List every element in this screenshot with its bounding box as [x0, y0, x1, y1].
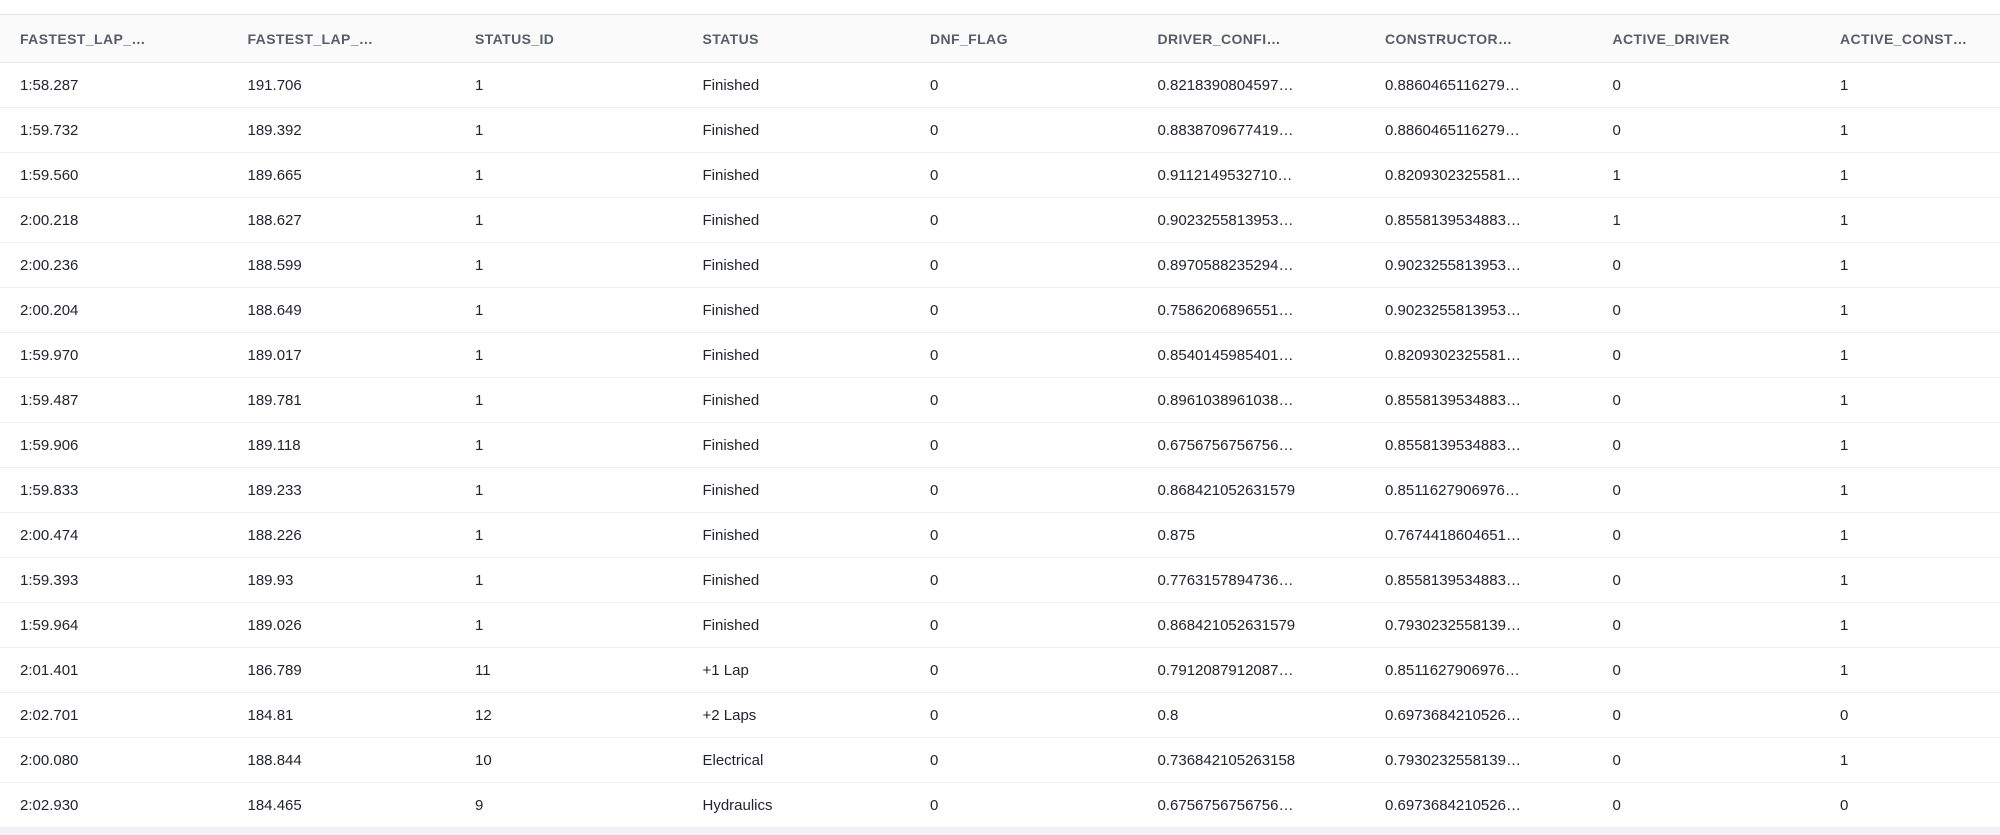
table-cell[interactable]: Finished: [702, 481, 760, 499]
table-cell[interactable]: 1: [1840, 661, 1849, 679]
table-cell[interactable]: 0.8860465116279…: [1385, 76, 1520, 94]
table-cell[interactable]: 1: [1840, 436, 1849, 454]
table-cell[interactable]: 2:02.930: [20, 796, 79, 814]
table-cell[interactable]: 0: [930, 616, 939, 634]
table-cell[interactable]: 0.8838709677419…: [1157, 121, 1294, 139]
table-row: [0, 648, 2000, 693]
table-cell[interactable]: 1: [475, 436, 484, 454]
table-cell[interactable]: 0: [930, 121, 939, 139]
top-strip: [0, 0, 2000, 15]
table-cell[interactable]: 1: [1840, 76, 1849, 94]
table-cell[interactable]: 189.017: [247, 346, 302, 364]
table-cell[interactable]: 1: [1840, 616, 1849, 634]
table-cell[interactable]: 0: [930, 211, 939, 229]
table-cell[interactable]: 1: [1840, 481, 1849, 499]
table-cell[interactable]: 1:59.732: [20, 121, 79, 139]
table-cell[interactable]: 0: [930, 706, 939, 724]
table-cell[interactable]: 1: [1840, 211, 1849, 229]
table-cell[interactable]: Finished: [702, 121, 760, 139]
table-cell[interactable]: 2:00.474: [20, 526, 79, 544]
table-cell[interactable]: 0: [930, 346, 939, 364]
table-cell[interactable]: 0.8961038961038…: [1157, 391, 1294, 409]
table-cell[interactable]: 0.7674418604651…: [1385, 526, 1521, 544]
table-cell[interactable]: 0: [930, 796, 939, 814]
table-cell[interactable]: 189.93: [247, 571, 294, 589]
table-cell[interactable]: 0.8860465116279…: [1385, 121, 1520, 139]
table-cell[interactable]: 1: [1840, 121, 1849, 139]
table-cell[interactable]: 1: [1840, 391, 1849, 409]
table-row: [0, 603, 2000, 648]
table-cell[interactable]: 12: [475, 706, 492, 724]
table-cell[interactable]: 0.8970588235294…: [1157, 256, 1294, 274]
table-row: [0, 108, 2000, 153]
table-cell[interactable]: 0: [1612, 481, 1621, 499]
table-cell[interactable]: 186.789: [247, 661, 302, 679]
table-row: [0, 783, 2000, 828]
table-row: [0, 693, 2000, 738]
table-cell[interactable]: 0.6756756756756…: [1157, 436, 1294, 454]
table-cell[interactable]: 189.392: [247, 121, 302, 139]
table-cell[interactable]: 1:59.393: [20, 571, 79, 589]
table-cell[interactable]: 0: [1612, 571, 1621, 589]
table-cell[interactable]: +2 Laps: [702, 706, 757, 724]
table-cell[interactable]: 0: [1612, 301, 1621, 319]
table-cell[interactable]: 0: [1612, 796, 1621, 814]
table-cell[interactable]: Finished: [702, 211, 760, 229]
table-cell[interactable]: 0.8558139534883…: [1385, 211, 1521, 229]
table-cell[interactable]: Finished: [702, 256, 760, 274]
table-cell[interactable]: Finished: [702, 616, 760, 634]
table-cell[interactable]: 0: [1612, 661, 1621, 679]
table-cell[interactable]: 0: [1612, 256, 1621, 274]
table-cell[interactable]: 0.8540145985401…: [1157, 346, 1294, 364]
table-cell[interactable]: 1: [1612, 166, 1621, 184]
table-cell[interactable]: 191.706: [247, 76, 302, 94]
table-cell[interactable]: Finished: [702, 301, 760, 319]
table-cell[interactable]: 189.118: [247, 436, 301, 454]
table-cell[interactable]: 0.868421052631579: [1157, 481, 1296, 499]
table-cell[interactable]: 0.8511627906976…: [1385, 661, 1520, 679]
column-header-7[interactable]: ACTIVE_DRIVER: [1612, 30, 1730, 47]
table-cell[interactable]: 0.7912087912087…: [1157, 661, 1294, 679]
table-row: [0, 558, 2000, 603]
column-header-1[interactable]: FASTEST_LAP_…: [247, 30, 374, 47]
table-cell[interactable]: 1: [475, 256, 484, 274]
table-cell[interactable]: 188.627: [247, 211, 302, 229]
table-cell[interactable]: 10: [475, 751, 492, 769]
table-cell[interactable]: 0: [930, 751, 939, 769]
table-cell[interactable]: Hydraulics: [702, 796, 773, 814]
table-row: [0, 198, 2000, 243]
table-cell[interactable]: 0: [930, 166, 939, 184]
table-cell[interactable]: 1:59.906: [20, 436, 79, 454]
table-row: [0, 333, 2000, 378]
table-cell[interactable]: Finished: [702, 346, 760, 364]
table-cell[interactable]: 189.233: [247, 481, 302, 499]
table-cell[interactable]: Finished: [702, 526, 760, 544]
table-cell[interactable]: 0.7586206896551…: [1157, 301, 1294, 319]
table-cell[interactable]: 0: [930, 571, 939, 589]
table-cell[interactable]: 0.6973684210526…: [1385, 796, 1521, 814]
table-cell[interactable]: 0.868421052631579: [1157, 616, 1296, 634]
table-cell[interactable]: +1 Lap: [702, 661, 749, 679]
table-cell[interactable]: 1: [1840, 526, 1849, 544]
table-row: [0, 288, 2000, 333]
table-cell[interactable]: 9: [475, 796, 484, 814]
column-header-0[interactable]: FASTEST_LAP_…: [20, 30, 146, 47]
table-cell[interactable]: 1:59.970: [20, 346, 79, 364]
table-cell[interactable]: 1: [475, 571, 484, 589]
table-cell[interactable]: 0: [930, 481, 939, 499]
table-cell[interactable]: Finished: [702, 391, 760, 409]
table-cell[interactable]: 188.226: [247, 526, 302, 544]
table-cell[interactable]: 0.8: [1157, 706, 1179, 724]
table-cell[interactable]: 188.844: [247, 751, 302, 769]
table-cell[interactable]: 1: [475, 211, 484, 229]
table-cell[interactable]: 1:58.287: [20, 76, 79, 94]
table-header-row: [0, 15, 2000, 63]
table-cell[interactable]: 1: [1840, 751, 1849, 769]
table-cell[interactable]: 1:59.964: [20, 616, 79, 634]
table-cell[interactable]: 1: [475, 346, 484, 364]
table-cell[interactable]: 0: [1612, 616, 1621, 634]
table-cell[interactable]: 1: [1840, 346, 1849, 364]
table-cell[interactable]: 1: [1840, 301, 1849, 319]
table-cell[interactable]: 189.781: [247, 391, 302, 409]
table-cell[interactable]: 1: [475, 121, 484, 139]
table-cell[interactable]: 0.8558139534883…: [1385, 571, 1521, 589]
table-row: [0, 153, 2000, 198]
table-cell[interactable]: 184.465: [247, 796, 302, 814]
table-cell[interactable]: 0.7930232558139…: [1385, 751, 1521, 769]
table-cell[interactable]: 0.6973684210526…: [1385, 706, 1521, 724]
table-cell[interactable]: Finished: [702, 436, 760, 454]
table-cell[interactable]: 0.8209302325581…: [1385, 346, 1521, 364]
table-cell[interactable]: 2:01.401: [20, 661, 79, 679]
table-cell[interactable]: 184.81: [247, 706, 294, 724]
table-cell[interactable]: 0: [930, 391, 939, 409]
table-cell[interactable]: 0.8209302325581…: [1385, 166, 1521, 184]
table-cell[interactable]: 0: [1612, 121, 1621, 139]
table-row: [0, 243, 2000, 288]
table-cell[interactable]: 0: [930, 436, 939, 454]
table-cell[interactable]: 0.9023255813953…: [1385, 301, 1521, 319]
table-cell[interactable]: 0: [930, 526, 939, 544]
table-cell[interactable]: 0.736842105263158: [1157, 751, 1296, 769]
table-cell[interactable]: 1: [475, 616, 484, 634]
table-cell[interactable]: 0.7763157894736…: [1157, 571, 1294, 589]
table-cell[interactable]: 11: [475, 661, 491, 679]
data-table: [0, 15, 2000, 828]
table-cell[interactable]: Finished: [702, 571, 760, 589]
table-cell[interactable]: 0: [1612, 706, 1621, 724]
page-background-strip: [0, 828, 2000, 835]
table-cell[interactable]: 0: [930, 256, 939, 274]
table-cell[interactable]: 0.875: [1157, 526, 1196, 544]
table-cell[interactable]: 189.026: [247, 616, 302, 634]
column-header-8[interactable]: ACTIVE_CONST…: [1840, 30, 1968, 47]
table-cell[interactable]: 1: [475, 481, 484, 499]
table-cell[interactable]: 188.649: [247, 301, 302, 319]
table-cell[interactable]: 0: [930, 301, 939, 319]
table-row: [0, 423, 2000, 468]
table-cell[interactable]: 0: [1612, 76, 1621, 94]
column-header-5[interactable]: DRIVER_CONFI…: [1157, 30, 1281, 47]
table-cell[interactable]: Finished: [702, 76, 760, 94]
table-cell[interactable]: 0: [930, 76, 939, 94]
table-row: [0, 468, 2000, 513]
table-cell[interactable]: 1: [1612, 211, 1621, 229]
table-cell[interactable]: 1: [475, 76, 484, 94]
table-cell[interactable]: 0.9023255813953…: [1157, 211, 1294, 229]
table-cell[interactable]: 0: [930, 661, 939, 679]
table-cell[interactable]: 2:00.218: [20, 211, 79, 229]
table-row: [0, 738, 2000, 783]
table-row: [0, 63, 2000, 108]
table-cell[interactable]: 1:59.560: [20, 166, 79, 184]
table-cell[interactable]: 1: [475, 526, 484, 544]
table-cell[interactable]: 1: [1840, 571, 1849, 589]
table-cell[interactable]: 1: [475, 301, 484, 319]
table-cell[interactable]: 2:00.080: [20, 751, 79, 769]
table-cell[interactable]: 0: [1840, 706, 1849, 724]
column-header-2[interactable]: STATUS_ID: [475, 30, 555, 47]
table-cell[interactable]: Electrical: [702, 751, 764, 769]
table-cell[interactable]: 0.7930232558139…: [1385, 616, 1521, 634]
table-cell[interactable]: 0: [1840, 796, 1849, 814]
table-cell[interactable]: 2:02.701: [20, 706, 79, 724]
table-cell[interactable]: 0.8511627906976…: [1385, 481, 1520, 499]
table-cell[interactable]: 2:00.204: [20, 301, 79, 319]
table-cell[interactable]: 1:59.833: [20, 481, 79, 499]
table-body: [0, 63, 2000, 828]
table-cell[interactable]: 0.8558139534883…: [1385, 436, 1521, 454]
table-row: [0, 378, 2000, 423]
table-cell[interactable]: 0.9023255813953…: [1385, 256, 1521, 274]
table-cell[interactable]: 0: [1612, 391, 1621, 409]
table-cell[interactable]: 0: [1612, 526, 1621, 544]
table-cell[interactable]: 1: [475, 391, 484, 409]
table-row: [0, 513, 2000, 558]
table-cell[interactable]: Finished: [702, 166, 760, 184]
table-cell[interactable]: 0.6756756756756…: [1157, 796, 1294, 814]
table-cell[interactable]: 1:59.487: [20, 391, 79, 409]
column-header-4[interactable]: DNF_FLAG: [930, 30, 1008, 47]
table-cell[interactable]: 1: [1840, 256, 1849, 274]
table-cell[interactable]: 0.9112149532710…: [1157, 166, 1293, 184]
table-cell[interactable]: 0.8218390804597…: [1157, 76, 1294, 94]
table-cell[interactable]: 1: [475, 166, 484, 184]
table-cell[interactable]: 1: [1840, 166, 1849, 184]
table-cell[interactable]: 0.8558139534883…: [1385, 391, 1521, 409]
table-cell[interactable]: 2:00.236: [20, 256, 79, 274]
column-header-6[interactable]: CONSTRUCTOR…: [1385, 30, 1513, 47]
table-cell[interactable]: 0: [1612, 436, 1621, 454]
table-cell[interactable]: 0: [1612, 751, 1621, 769]
column-header-3[interactable]: STATUS: [702, 30, 759, 47]
table-cell[interactable]: 0: [1612, 346, 1621, 364]
table-cell[interactable]: 189.665: [247, 166, 302, 184]
table-cell[interactable]: 188.599: [247, 256, 302, 274]
